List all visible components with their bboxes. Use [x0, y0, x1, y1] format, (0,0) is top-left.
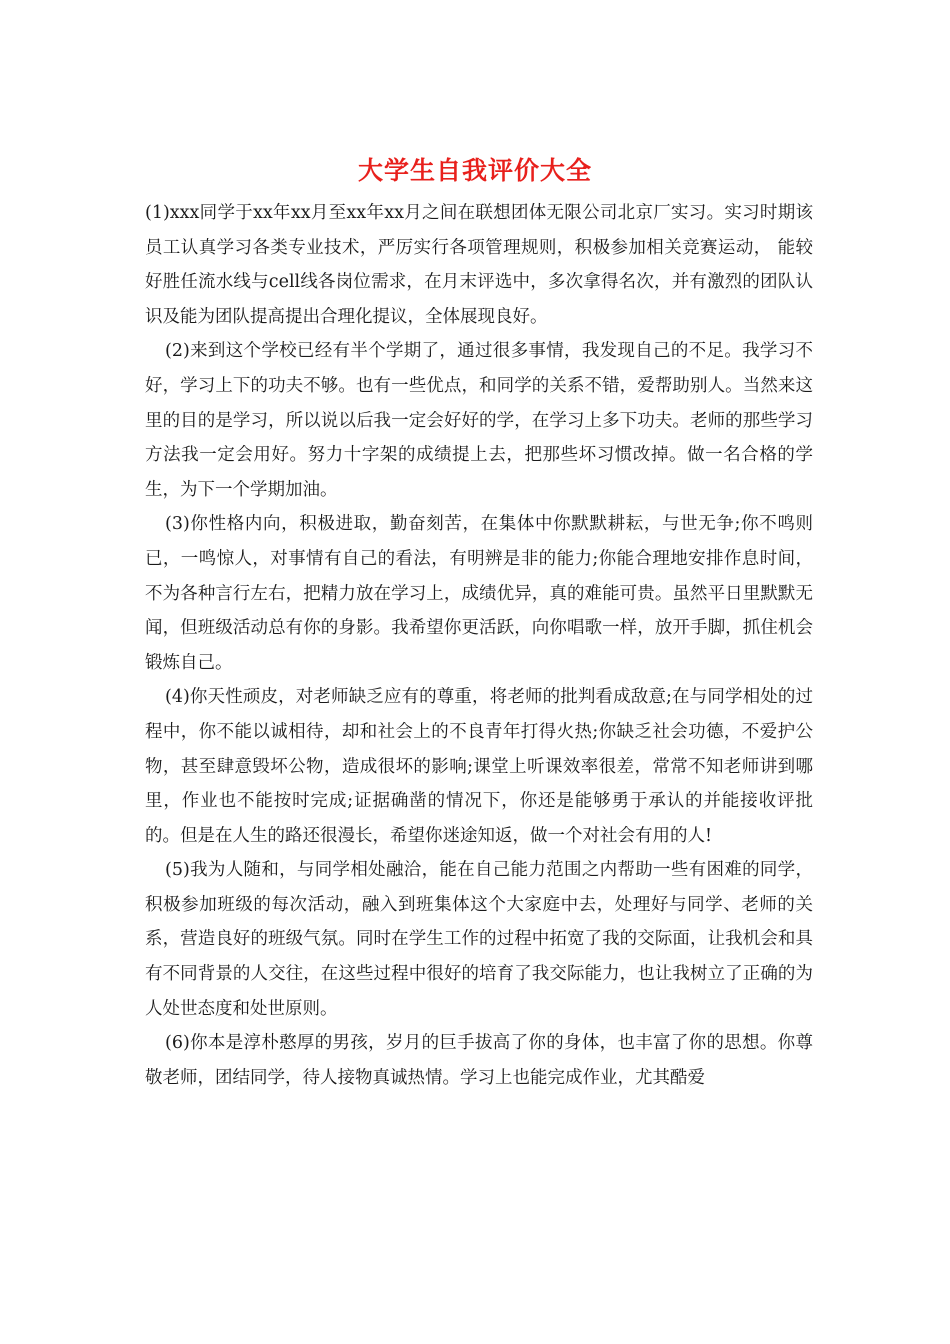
paragraph-6: (6)你本是淳朴憨厚的男孩，岁月的巨手拔高了你的身体，也丰富了你的思想。你尊敬老师，团结同学，待人接物真诚热情。学习上也能完成作业，尤其酷爱 [145, 1033, 813, 1088]
paragraph-3: (3)你性格内向，积极进取，勤奋刻苦，在集体中你默默耕耘，与世无争;你不鸣则已，一鸣惊人，对事情有自己的看法，有明辨是非的能力;你能合理地安排作息时间，不为各种言行左右，把精力放在学习上，成绩优异，真的难能可贵。虽然平日里默默无闻，但班级活动总有你的身影。我希望你更活跃，向你唱歌一样，放开手脚，抓住机会锻炼自己。 [145, 514, 813, 673]
paragraph-5: (5)我为人随和，与同学相处融洽，能在自己能力范围之内帮助一些有困难的同学，积极参加班级的每次活动，融入到班集体这个大家庭中去，处理好与同学、老师的关系，营造良好的班级气氛。同时在学生工作的过程中拓宽了我的交际面，让我机会和具有不同背景的人交往，在这些过程中很好的培育了我交际能力，也让我树立了正确的为人处世态度和处世原则。 [145, 860, 813, 1019]
document-body [145, 196, 813, 1095]
paragraph-4: (4)你天性顽皮，对老师缺乏应有的尊重，将老师的批判看成敌意;在与同学相处的过程中，你不能以诚相待，却和社会上的不良青年打得火热;你缺乏社会功德，不爱护公物，甚至肆意毁坏公物，造成很坏的影响;课堂上听课效率很差，常常不知老师讲到哪里，作业也不能按时完成;证据确凿的情况下，你还是能够勇于承认的并能接收评批的。但是在人生的路还很漫长，希望你迷途知返，做一个对社会有用的人! [145, 687, 813, 846]
document-title: 大学生自我评价大全 [357, 156, 592, 185]
paragraph-2: (2)来到这个学校已经有半个学期了，通过很多事情，我发现自己的不足。我学习不好，学习上下的功夫不够。也有一些优点，和同学的关系不错，爱帮助别人。当然来这里的目的是学习，所以说以后我一定会好好的学，在学习上多下功夫。老师的那些学习方法我一定会用好。努力十字架的成绩提上去，把那些坏习惯改掉。做一名合格的学生，为下一个学期加油。 [145, 341, 813, 500]
paragraph-1: (1)xxx同学于xx年xx月至xx年xx月之间在联想团体无限公司北京厂实习。实习时期该员工认真学习各类专业技术，严厉实行各项管理规则，积极参加相关竞赛运动， 能较好胜任流水线与cell线各岗位需求，在月末评选中，多次拿得名次，并有激烈的团队认识及能为团队提高提出合理化提议，全体展现良好。 [145, 203, 813, 327]
